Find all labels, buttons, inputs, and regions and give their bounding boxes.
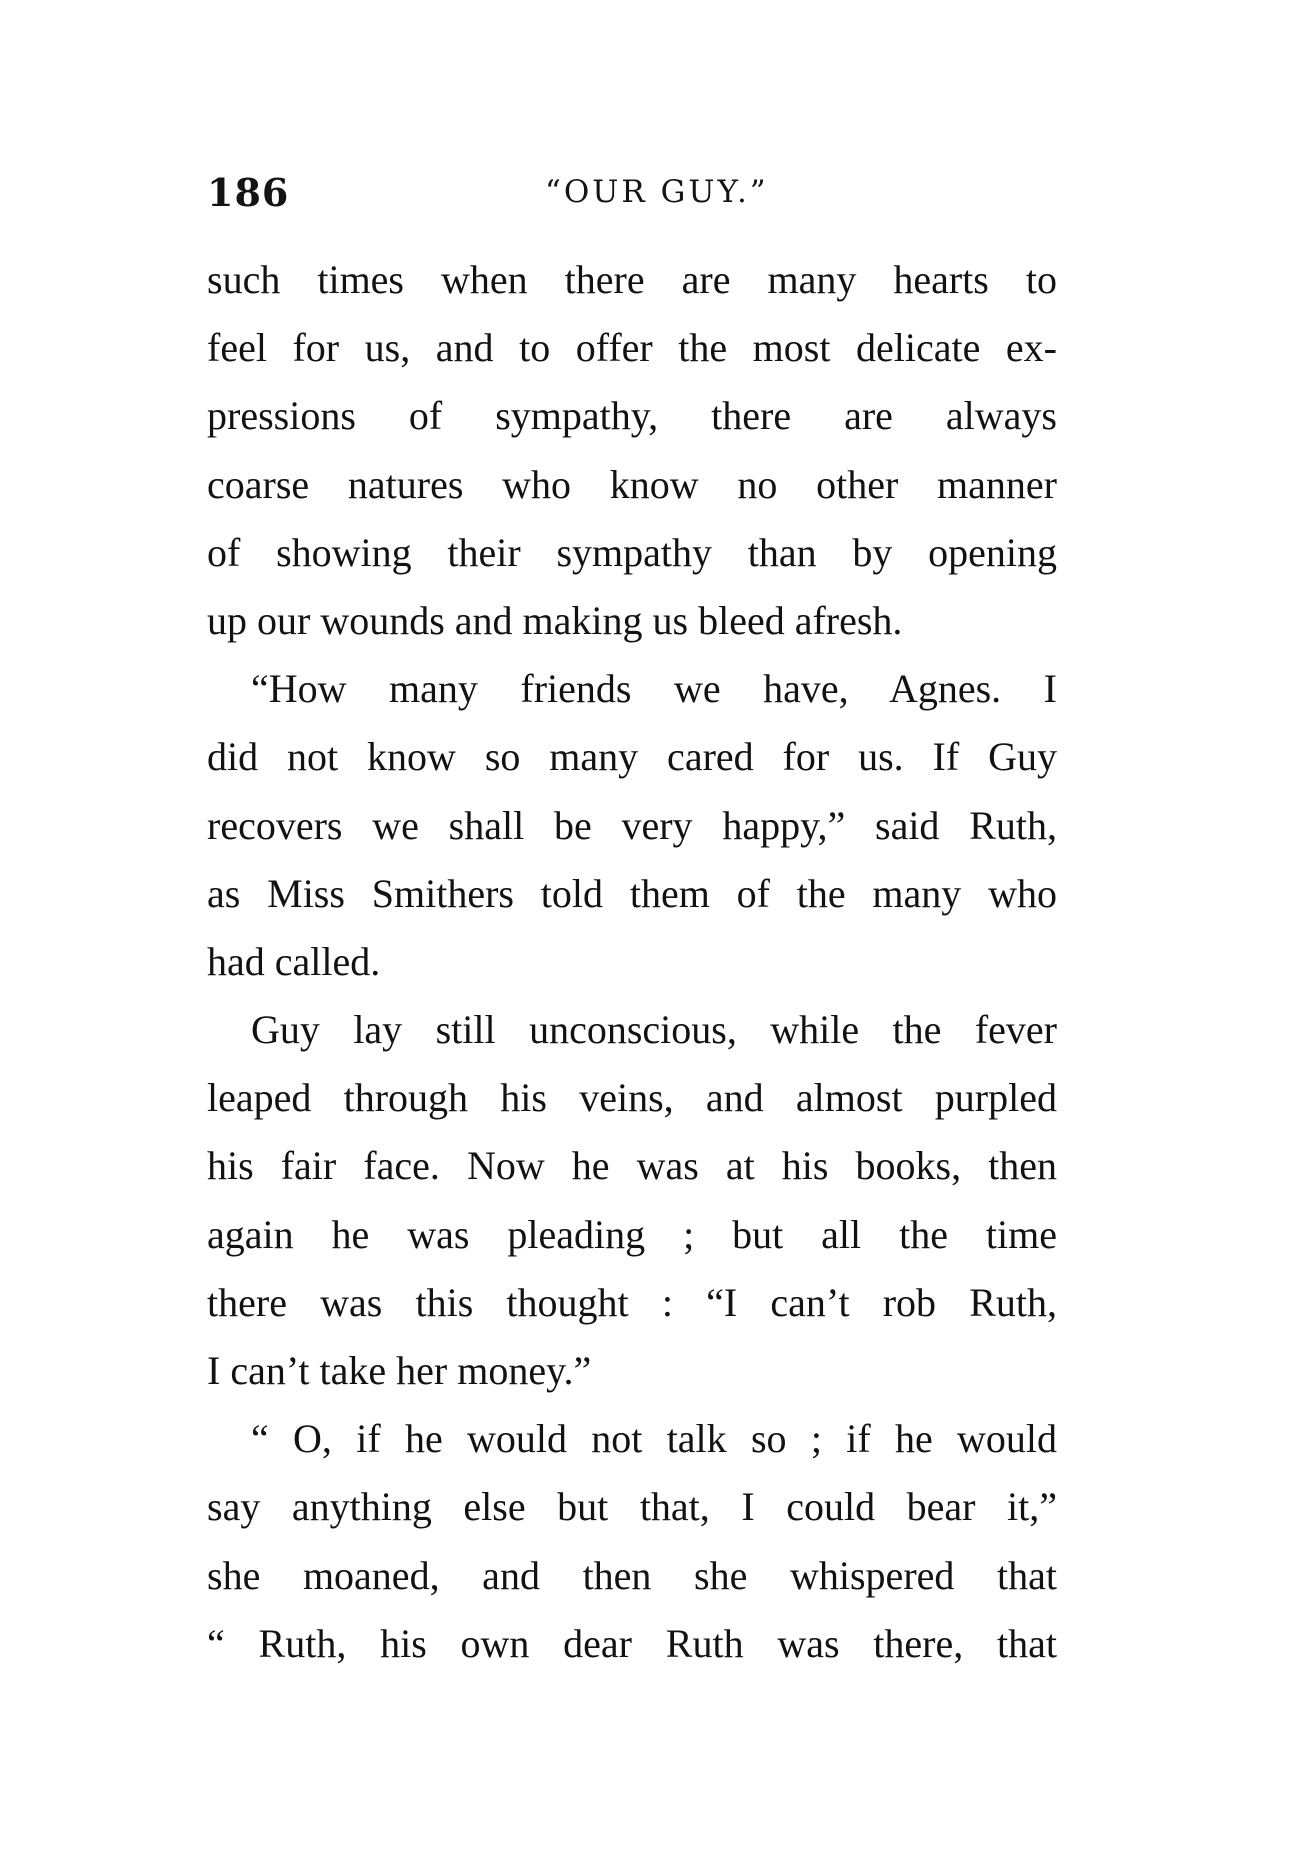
text-line: I can’t take her money.” — [207, 1348, 592, 1393]
text-line: “ Ruth, his own dear Ruth was there, that — [207, 1620, 1057, 1666]
text-line: such times when there are many hearts to — [207, 257, 1057, 302]
text-line: had called. — [207, 938, 381, 984]
text-line: Guy lay still unconscious, while the fever — [251, 1007, 1057, 1053]
text-line: leaped through his veins, and almost purpled — [207, 1075, 1057, 1121]
text-line: there was this thought : “I can’t rob Ruth, — [207, 1279, 1057, 1325]
text-line: “ O, if he would not talk so ; if he would — [251, 1416, 1057, 1462]
page-number: 186 — [207, 170, 290, 215]
text-line: up our wounds and making us bleed afresh. — [207, 597, 903, 643]
running-title: “OUR GUY.” — [545, 174, 769, 210]
text-line: did not know so many cared for us. If Guy — [207, 734, 1057, 780]
text-line: coarse natures who know no other manner — [207, 461, 1057, 507]
text-line: his fair face. Now he was at his books, then — [207, 1143, 1057, 1189]
text-line: say anything else but that, I could bear it,” — [207, 1484, 1057, 1530]
text-line: of showing their sympathy than by opening — [207, 529, 1057, 575]
page-header — [207, 170, 1057, 220]
text-line: she moaned, and then she whispered that — [207, 1552, 1057, 1598]
text-line: recovers we shall be very happy,” said Ruth, — [207, 802, 1057, 848]
text-line: again he was pleading ; but all the time — [207, 1211, 1057, 1257]
text-line: as Miss Smithers told them of the many who — [207, 870, 1057, 916]
text-line: pressions of sympathy, there are always — [207, 393, 1057, 439]
text-line: “How many friends we have, Agnes. I — [251, 666, 1057, 712]
text-line: feel for us, and to offer the most delicate ex- — [207, 325, 1057, 371]
body-text — [207, 246, 1057, 1678]
